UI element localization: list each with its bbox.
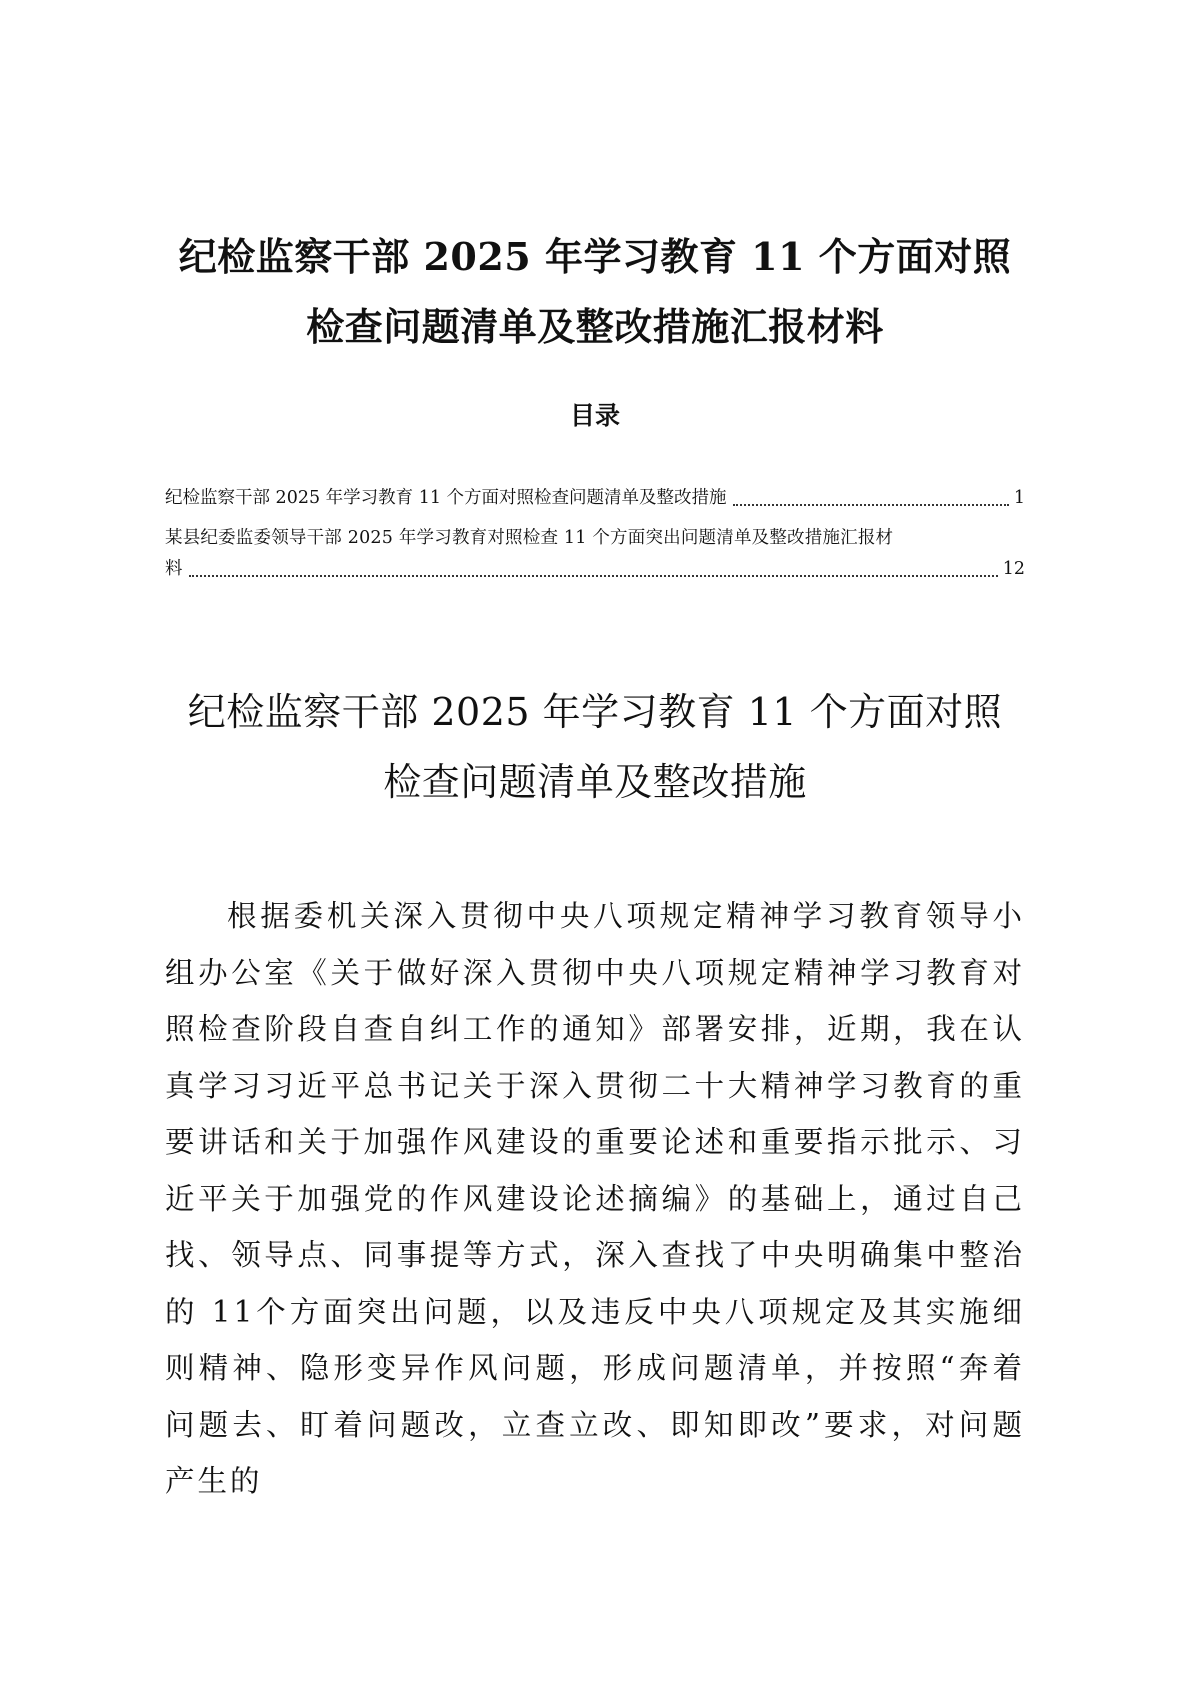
- toc-entry-1-page: 1: [1013, 488, 1025, 508]
- toc-entry-2-page: 12: [1002, 559, 1025, 579]
- main-title-line-2: 检查问题清单及整改措施汇报材料: [306, 304, 884, 349]
- toc-entry-1[interactable]: [165, 483, 1025, 514]
- table-of-contents: [165, 483, 1025, 585]
- toc-entry-2-text-line-1: 某县纪委监委领导干部 2025 年学习教育对照检查 11 个方面突出问题清单及整改措施汇报材: [165, 528, 894, 548]
- section-title-line-2: 检查问题清单及整改措施: [383, 760, 807, 804]
- body-paragraph: 根据委机关深入贯彻中央八项规定精神学习教育领导小组办公室《关于做好深入贯彻中央八项规定精神学习教育对照检查阶段自查自纠工作的通知》部署安排，近期，我在认真学习习近平总书记关于深入贯彻二十大精神学习教育的重要讲话和关于加强作风建设的重要论述和重要指示批示、习近平关于加强党的作风建设论述摘编》的基础上，通过自己找、领导点、同事提等方式，深入查找了中央明确集中整治的 11个方面突出问题，以及违反中央八项规定及其实施细则精神、隐形变异作风问题，形成问题清单，并按照“奔着问题去、盯着问题改，立查立改、即知即改”要求，对问题产生的: [165, 899, 1025, 1498]
- toc-leader-dots: [189, 575, 998, 577]
- body-text: [165, 888, 1025, 1510]
- toc-entry-1-text: 纪检监察干部 2025 年学习教育 11 个方面对照检查问题清单及整改措施: [165, 488, 727, 508]
- toc-entry-2[interactable]: [165, 523, 1025, 585]
- section-title: [150, 677, 1040, 817]
- toc-heading: 目录: [569, 401, 620, 430]
- toc-leader-dots: [733, 504, 1009, 506]
- main-title-line-1: 纪检监察干部 2025 年学习教育 11 个方面对照: [178, 234, 1012, 279]
- main-title: [150, 222, 1040, 362]
- toc-entry-2-text-line-2: 料: [165, 559, 183, 579]
- section-title-line-1: 纪检监察干部 2025 年学习教育 11 个方面对照: [187, 690, 1003, 734]
